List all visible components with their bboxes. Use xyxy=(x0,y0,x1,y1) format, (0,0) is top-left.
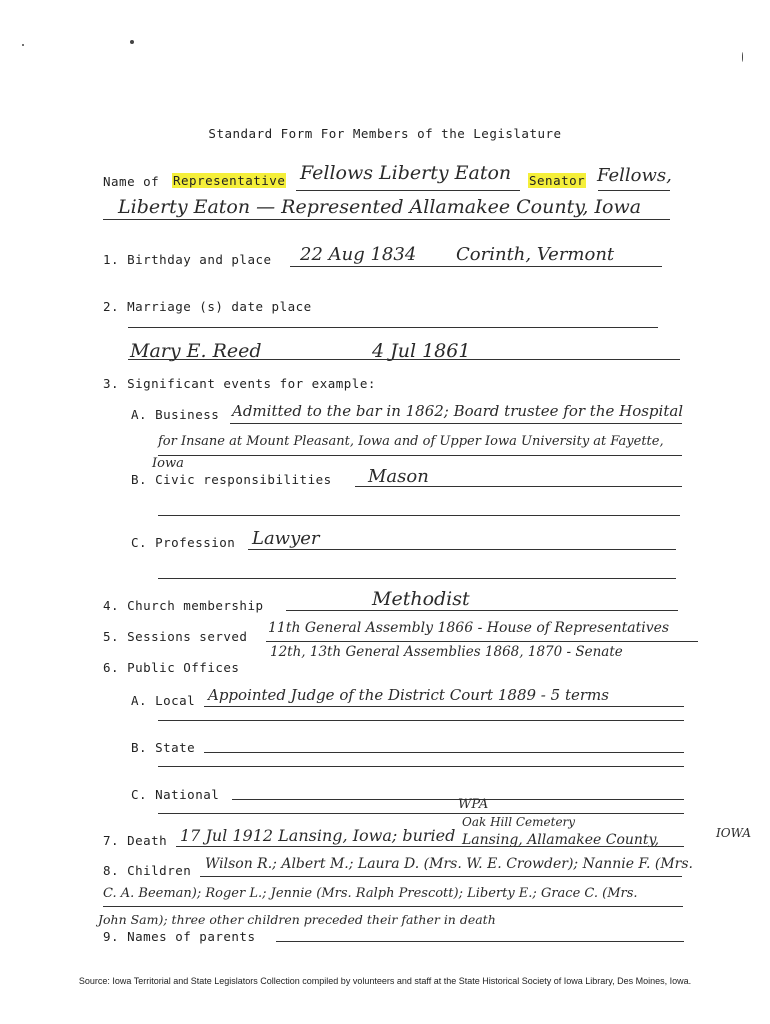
speck xyxy=(742,52,743,62)
children-handwriting-2: C. A. Beeman); Roger L.; Jennie (Mrs. Ralph Prescott); Liberty E.; Grace C. (Mrs. xyxy=(103,886,638,901)
cemetery-handwriting: Oak Hill Cemetery xyxy=(462,815,576,829)
church-label: 4. Church membership xyxy=(103,598,264,613)
business-handwriting-1: Admitted to the bar in 1862; Board trustee for the Hospital xyxy=(232,402,684,420)
local-label: A. Local xyxy=(131,693,196,708)
children-handwriting-1: Wilson R.; Albert M.; Laura D. (Mrs. W. E. Crowder); Nannie F. (Mrs. xyxy=(205,856,693,872)
spouse-handwriting: Mary E. Reed xyxy=(130,340,262,362)
marriage-date-handwriting: 4 Jul 1861 xyxy=(372,340,471,362)
civic-label: B. Civic responsibilities xyxy=(131,472,332,487)
death-state-handwriting: IOWA xyxy=(716,826,751,840)
civic-handwriting: Mason xyxy=(368,466,429,487)
local-handwriting: Appointed Judge of the District Court 1889 - 5 terms xyxy=(208,686,609,704)
parents-label: 9. Names of parents xyxy=(103,929,256,944)
representative-label: Representative xyxy=(173,173,286,188)
speck xyxy=(130,40,134,44)
birth-label: 1. Birthday and place xyxy=(103,252,272,267)
death-handwriting: 17 Jul 1912 Lansing, Iowa; buried xyxy=(180,826,456,845)
source-credit: Source: Iowa Territorial and State Legislators Collection compiled by volunteers and staff at the State Historical Society of Iowa Library, Des Moines, Iowa. xyxy=(78,976,692,986)
national-label: C. National xyxy=(131,787,220,802)
senator-handwriting: Fellows, xyxy=(597,165,672,186)
marriage-label: 2. Marriage (s) date place xyxy=(103,299,312,314)
business-handwriting-3: Iowa xyxy=(152,456,184,471)
death-place-handwriting: Lansing, Allamakee County, xyxy=(462,832,660,848)
sessions-handwriting-2: 12th, 13th General Assemblies 1868, 1870 - Senate xyxy=(270,644,623,660)
business-handwriting-2: for Insane at Mount Pleasant, Iowa and of Upper Iowa University at Fayette, xyxy=(158,434,664,449)
speck xyxy=(22,44,24,46)
offices-label: 6. Public Offices xyxy=(103,660,240,675)
business-label: A. Business xyxy=(131,407,220,422)
name-continued-handwriting: Liberty Eaton — Represented Allamakee County, Iowa xyxy=(118,196,642,218)
state-label: B. State xyxy=(131,740,196,755)
form-title: Standard Form For Members of the Legislature xyxy=(208,126,562,141)
events-label: 3. Significant events for example: xyxy=(103,376,376,391)
death-label: 7. Death xyxy=(103,833,168,848)
wpa-handwriting: WPA xyxy=(458,797,489,812)
profession-handwriting: Lawyer xyxy=(252,528,320,549)
name-label: Name of xyxy=(103,174,160,189)
name-handwriting: Fellows Liberty Eaton xyxy=(300,162,512,184)
birth-date-handwriting: 22 Aug 1834 xyxy=(300,244,417,265)
church-handwriting: Methodist xyxy=(372,588,470,610)
children-label: 8. Children xyxy=(103,863,192,878)
birth-place-handwriting: Corinth, Vermont xyxy=(456,244,615,265)
senator-label: Senator xyxy=(529,173,586,188)
children-handwriting-3: John Sam); three other children preceded their father in death xyxy=(98,912,496,927)
sessions-handwriting-1: 11th General Assembly 1866 - House of Representatives xyxy=(268,620,670,636)
sessions-label: 5. Sessions served xyxy=(103,629,248,644)
profession-label: C. Profession xyxy=(131,535,236,550)
